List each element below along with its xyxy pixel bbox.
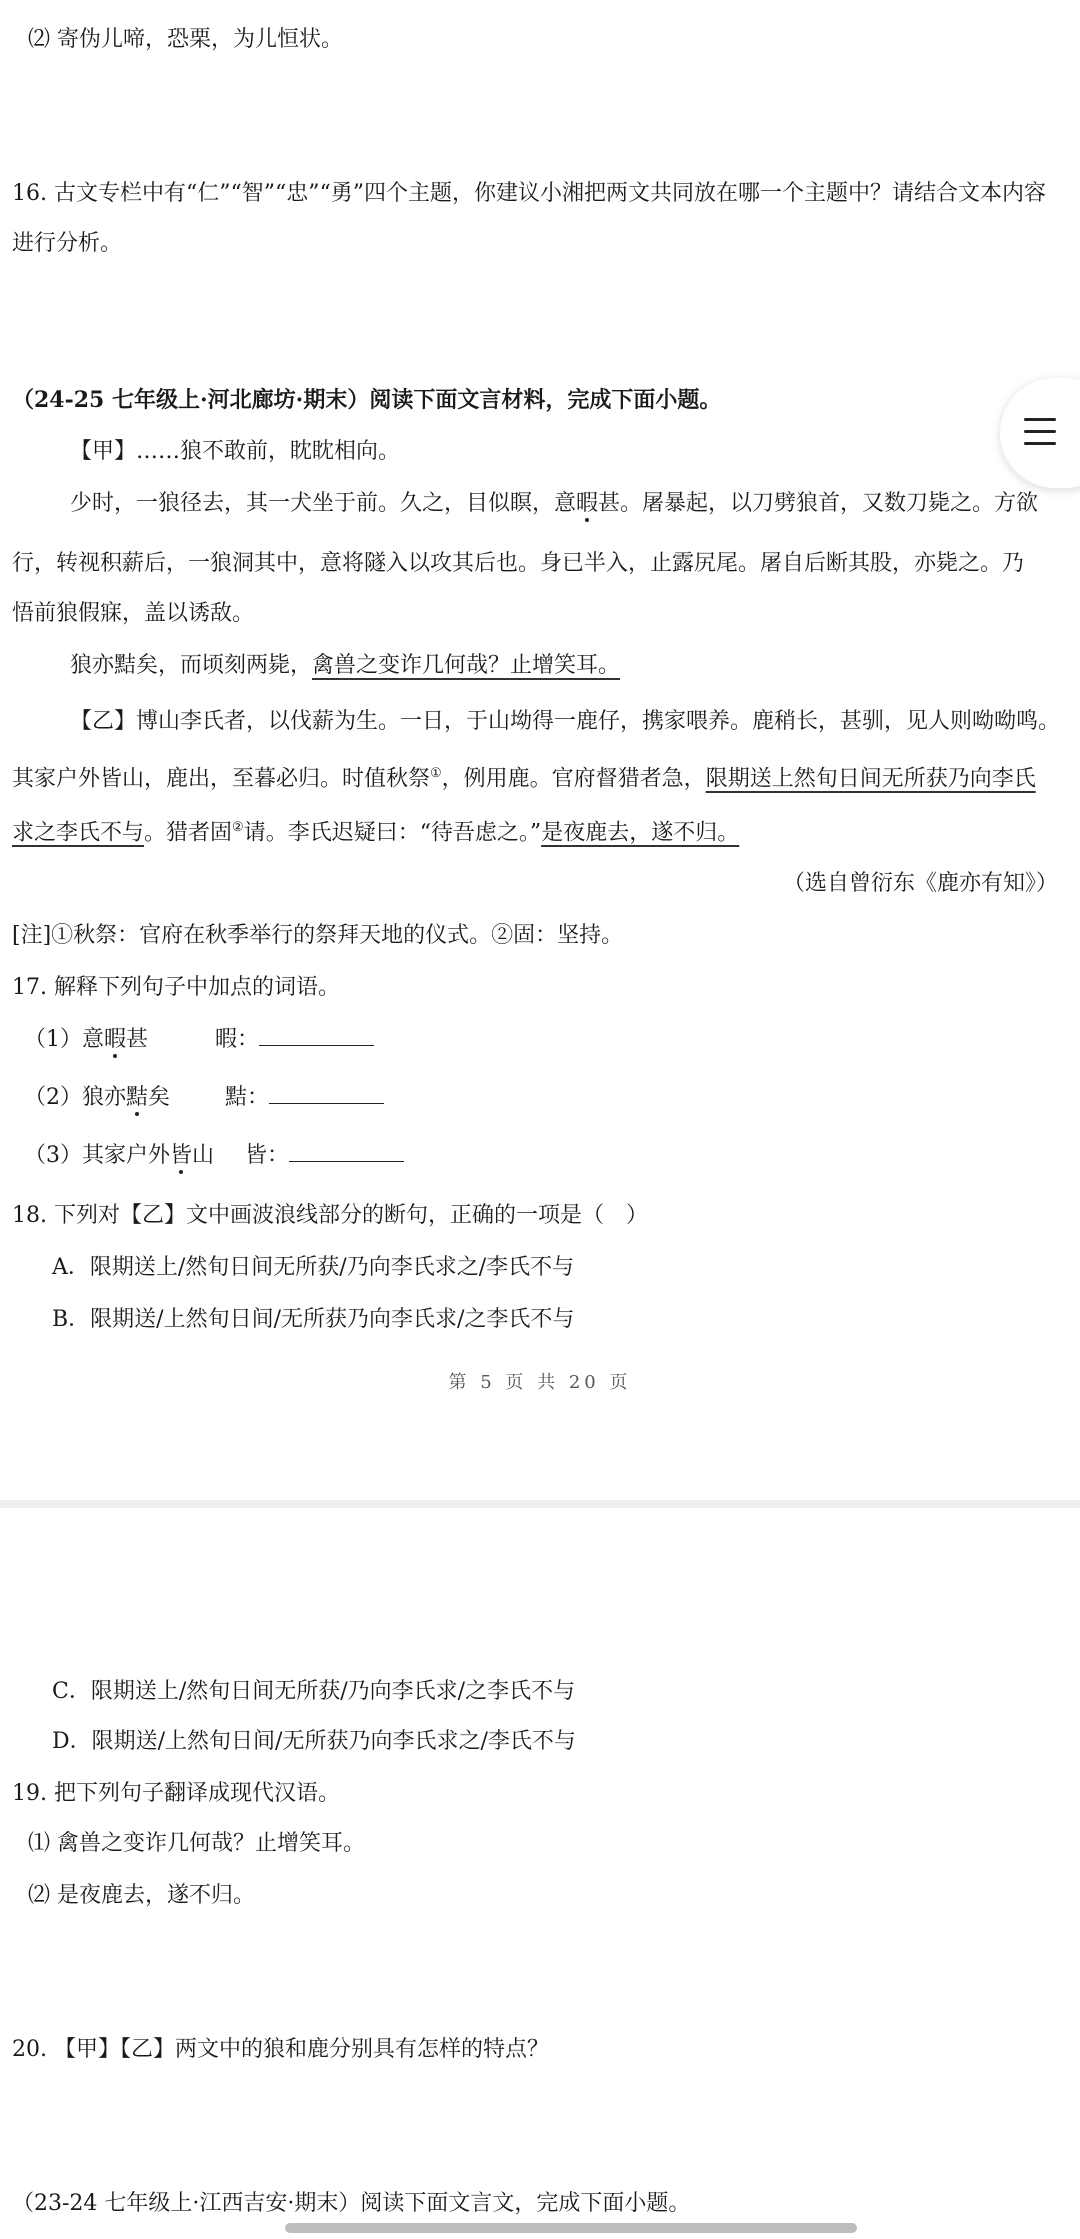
q18-option-c: C．限期送上/然旬日间无所获/乃向李氏求/之李氏不与 — [52, 1679, 576, 1704]
q18-option-d: D．限期送/上然旬日间/无所获乃向李氏求之/李氏不与 — [52, 1729, 576, 1754]
footnote-mark-2: ② — [232, 820, 244, 835]
passage-jia-line2: 少时，一狼径去，其一犬坐于前。久之，目似瞑，意暇甚。屠暴起，以刀劈狼首，又数刀毙之。方欲 — [70, 491, 1039, 516]
q19-sentence-2: ⑵ 是夜鹿去，遂不归。 — [28, 1883, 255, 1908]
q19-sentence-1: ⑴ 禽兽之变诈几何哉？止增笑耳。 — [28, 1831, 365, 1856]
answer-blank[interactable] — [289, 1141, 404, 1162]
q17-item-2: （2）狼亦黠矣 黠： — [24, 1082, 1068, 1114]
next-passage-header: （23-24 七年级上·江西吉安·期末）阅读下面文言文，完成下面小题。 — [12, 2191, 691, 2216]
q17-title: 17. 解释下列句子中加点的词语。 — [12, 975, 340, 1000]
passage-jia-line1: 【甲】……狼不敢前，眈眈相向。 — [70, 439, 401, 464]
q15-sentence-2: ⑵ 寄伪儿啼，恐栗，为儿恒状。 — [28, 27, 343, 52]
wavy-underlined-text-cont: 求之李氏不与 — [12, 820, 145, 846]
page-footer: 第 5 页 共 20 页 — [448, 1372, 632, 1393]
q18-title: 18. 下列对【乙】文中画波浪线部分的断句，正确的一项是（ ） — [12, 1203, 648, 1228]
page-divider — [0, 1500, 1080, 1508]
home-indicator[interactable] — [285, 2223, 857, 2233]
q19-title: 19. 把下列句子翻译成现代汉语。 — [12, 1781, 340, 1806]
passage-jia-line5: 狼亦黠矣，而顷刻两毙，禽兽之变诈几何哉？止增笑耳。 — [70, 653, 621, 678]
hamburger-menu-icon — [1024, 418, 1056, 454]
passage-yi-line2: 其家户外皆山，鹿出，至暮必归。时值秋祭①，例用鹿。官府督猎者急，限期送上然旬日间无所获乃向李氏 — [12, 766, 1036, 792]
q17-item-1: （1）意暇甚 暇： — [24, 1024, 1068, 1056]
passage-jia-line3: 行，转视积薪后，一狼洞其中，意将隧入以攻其后也。身已半入，止露尻尾。屠自后断其股，亦毙之。乃 — [12, 551, 1025, 576]
underlined-sentence: 禽兽之变诈几何哉？止增笑耳。 — [312, 653, 621, 678]
passage-yi-line3: 求之李氏不与。猎者固②请。李氏迟疑曰：“待吾虑之。”是夜鹿去，遂不归。 — [12, 820, 740, 846]
q18-option-b: B．限期送/上然旬日间/无所获乃向李氏求/之李氏不与 — [52, 1307, 575, 1332]
q20-title: 20. 【甲】【乙】两文中的狼和鹿分别具有怎样的特点？ — [12, 2037, 549, 2062]
emphasis-dot-char: 暇 — [576, 491, 599, 516]
footnote-mark-1: ① — [430, 766, 442, 781]
q18-option-a: A．限期送上/然旬日间无所获/乃向李氏求之/李氏不与 — [52, 1255, 575, 1280]
q16-text-line2: 进行分析。 — [12, 231, 123, 256]
wavy-underlined-text: 限期送上然旬日间无所获乃向李氏 — [705, 766, 1036, 792]
passage-jia-line4: 悟前狼假寐，盖以诱敌。 — [12, 601, 255, 626]
q16-text-line1: 16. 古文专栏中有“仁”“智”“忠”“勇”四个主题，你建议小湘把两文共同放在哪一个主题中？请结合文本内容 — [12, 181, 1046, 206]
underlined-sentence-2: 是夜鹿去，遂不归。 — [541, 820, 740, 846]
answer-blank[interactable] — [259, 1025, 374, 1046]
passage-header: （24-25 七年级上·河北廊坊·期末）阅读下面文言材料，完成下面小题。 — [12, 387, 722, 413]
passage-yi-line1: 【乙】博山李氏者，以伐薪为生。一日，于山坳得一鹿仔，携家喂养。鹿稍长，甚驯，见人则呦呦鸣。 — [70, 709, 1061, 734]
answer-blank[interactable] — [269, 1083, 384, 1104]
q17-item-3: （3）其家户外皆山 皆： — [24, 1140, 1068, 1172]
passage-source: （选自曾衍东《鹿亦有知》） — [782, 871, 1058, 896]
passage-note: [注]①秋祭：官府在秋季举行的祭拜天地的仪式。②固：坚持。 — [12, 923, 624, 948]
